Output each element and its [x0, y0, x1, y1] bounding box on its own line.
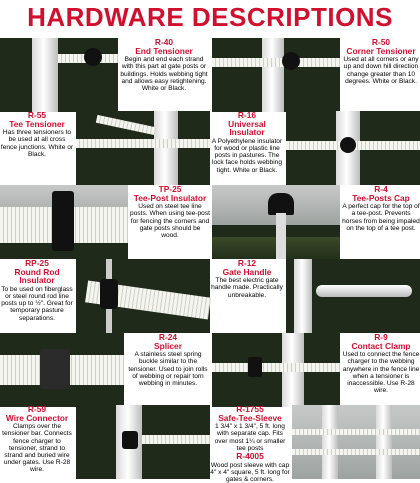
- item-universal-insulator: [210, 111, 420, 185]
- item-name: Splicer: [154, 340, 182, 351]
- item-code: R-59: [27, 404, 47, 414]
- item-name: Contact Clamp: [351, 340, 411, 351]
- item-name: Universal Insulator: [228, 118, 266, 138]
- item-code: R-55: [27, 110, 47, 120]
- item-code: R-24: [158, 332, 178, 342]
- item-description: Clamps over the tensioner bar. Connects fence charger to tensioner, strand to strand and buried wire under gates. Use R-28 wire.: [2, 423, 72, 474]
- end-tensioner-photo: [0, 38, 118, 112]
- hardware-row: [0, 404, 420, 483]
- item-name: Round Rod Insulator: [14, 266, 60, 286]
- item-tee-posts-cap: [210, 185, 420, 259]
- hardware-row: [0, 259, 420, 333]
- hardware-row: [0, 111, 420, 185]
- item-description: 1 3/4" x 1 3/4", 5 ft. long with separate cap. Fits over most 1¼ or smaller tee posts: [214, 423, 286, 452]
- item-description: Used to connect the fence charger to the webbing anywhere in the fence line when a tensioner is inaccessible. Use R-28 wire.: [342, 351, 420, 395]
- wire-connector-photo: [76, 405, 210, 479]
- tee-tensioner-photo: [76, 111, 210, 185]
- item-name: Gate Handle: [222, 266, 272, 277]
- item-name: Tee-Posts Cap: [352, 192, 410, 203]
- contact-clamp-photo: [212, 333, 340, 407]
- item-description: Has three tensioners to be used at all cross fence junctions. White or Black.: [0, 129, 74, 158]
- universal-insulator-photo: [286, 111, 420, 185]
- item-name: End Tensioner: [135, 45, 193, 56]
- item-description-secondary: Wood post sleeve with cap 4" x 4" square, 5 ft. long for gates & corners.: [210, 461, 290, 483]
- corner-tensioner-photo: [212, 38, 340, 112]
- gate-handle-photo: [286, 259, 420, 333]
- item-code: TP-25: [158, 184, 182, 194]
- item-tee-post-insulator: [0, 185, 210, 259]
- item-wire-connector: [0, 405, 210, 479]
- item-name: Corner Tensioner: [346, 45, 416, 56]
- item-code: R-16: [237, 110, 257, 120]
- item-end-tensioner: [0, 38, 210, 112]
- item-code: R-1755: [236, 404, 264, 414]
- splicer-photo: [0, 333, 124, 407]
- item-description: Used at all corners or any up and down hill direction change greater than 10 degrees. White or Black.: [343, 56, 419, 85]
- item-code: R-4: [374, 184, 388, 194]
- item-description: Used on steel tee line posts. When using tee-post for fencing the corners and gate posts should be wood.: [130, 203, 210, 239]
- item-description: Begin and end each strand with this part at gate posts or buildings. Holds webbing tight and allows easy retightening. White or Black.: [120, 56, 208, 92]
- item-name: Safe-Tee-Sleeve: [218, 412, 282, 423]
- page-title: HARDWARE DESCRIPTIONS: [27, 2, 393, 32]
- item-code: R-9: [374, 332, 388, 342]
- item-corner-tensioner: [210, 38, 420, 112]
- item-description: A perfect cap for the top of a tee-post. Prevents horses from being impaled on the top of a tee post.: [342, 203, 420, 232]
- item-description: A stainless steel spring buckle similar to the tensioner. Used to join rolls of webbing or repair torn webbing in minutes.: [128, 351, 208, 387]
- item-code-secondary: R-4005: [236, 451, 264, 461]
- item-gate-handle: [210, 259, 420, 333]
- item-splicer: [0, 333, 210, 407]
- item-tee-tensioner: [0, 111, 210, 185]
- hardware-row: [0, 38, 420, 112]
- item-safe-tee-sleeve: [210, 404, 420, 483]
- item-name: Tee-Post Insulator: [133, 192, 207, 203]
- item-description: To be used on fiberglass or steel round rod line posts up to ½". Great for temporary pasture separations.: [1, 285, 73, 322]
- safe-tee-sleeve-photo: [292, 405, 420, 479]
- item-code: RP-25: [25, 258, 49, 268]
- item-description: The best electric gate handle made. Practically unbreakable.: [211, 277, 283, 299]
- item-code: R-40: [154, 37, 174, 47]
- item-name: Wire Connector: [5, 412, 69, 423]
- item-round-rod-insulator: [0, 259, 210, 333]
- tee-posts-cap-photo: [212, 185, 340, 259]
- item-contact-clamp: [210, 333, 420, 407]
- item-code: R-50: [371, 37, 391, 47]
- hardware-row: [0, 333, 420, 407]
- round-rod-insulator-photo: [76, 259, 210, 333]
- item-description: A Polyethylene insulator for wood or plastic line posts in pastures. The lock face holds webbing tight. White or Black.: [211, 137, 283, 174]
- item-name: Tee Tensioner: [9, 118, 65, 129]
- item-code: R-12: [237, 258, 257, 268]
- tee-post-insulator-photo: [0, 185, 128, 259]
- hardware-row: [0, 185, 420, 259]
